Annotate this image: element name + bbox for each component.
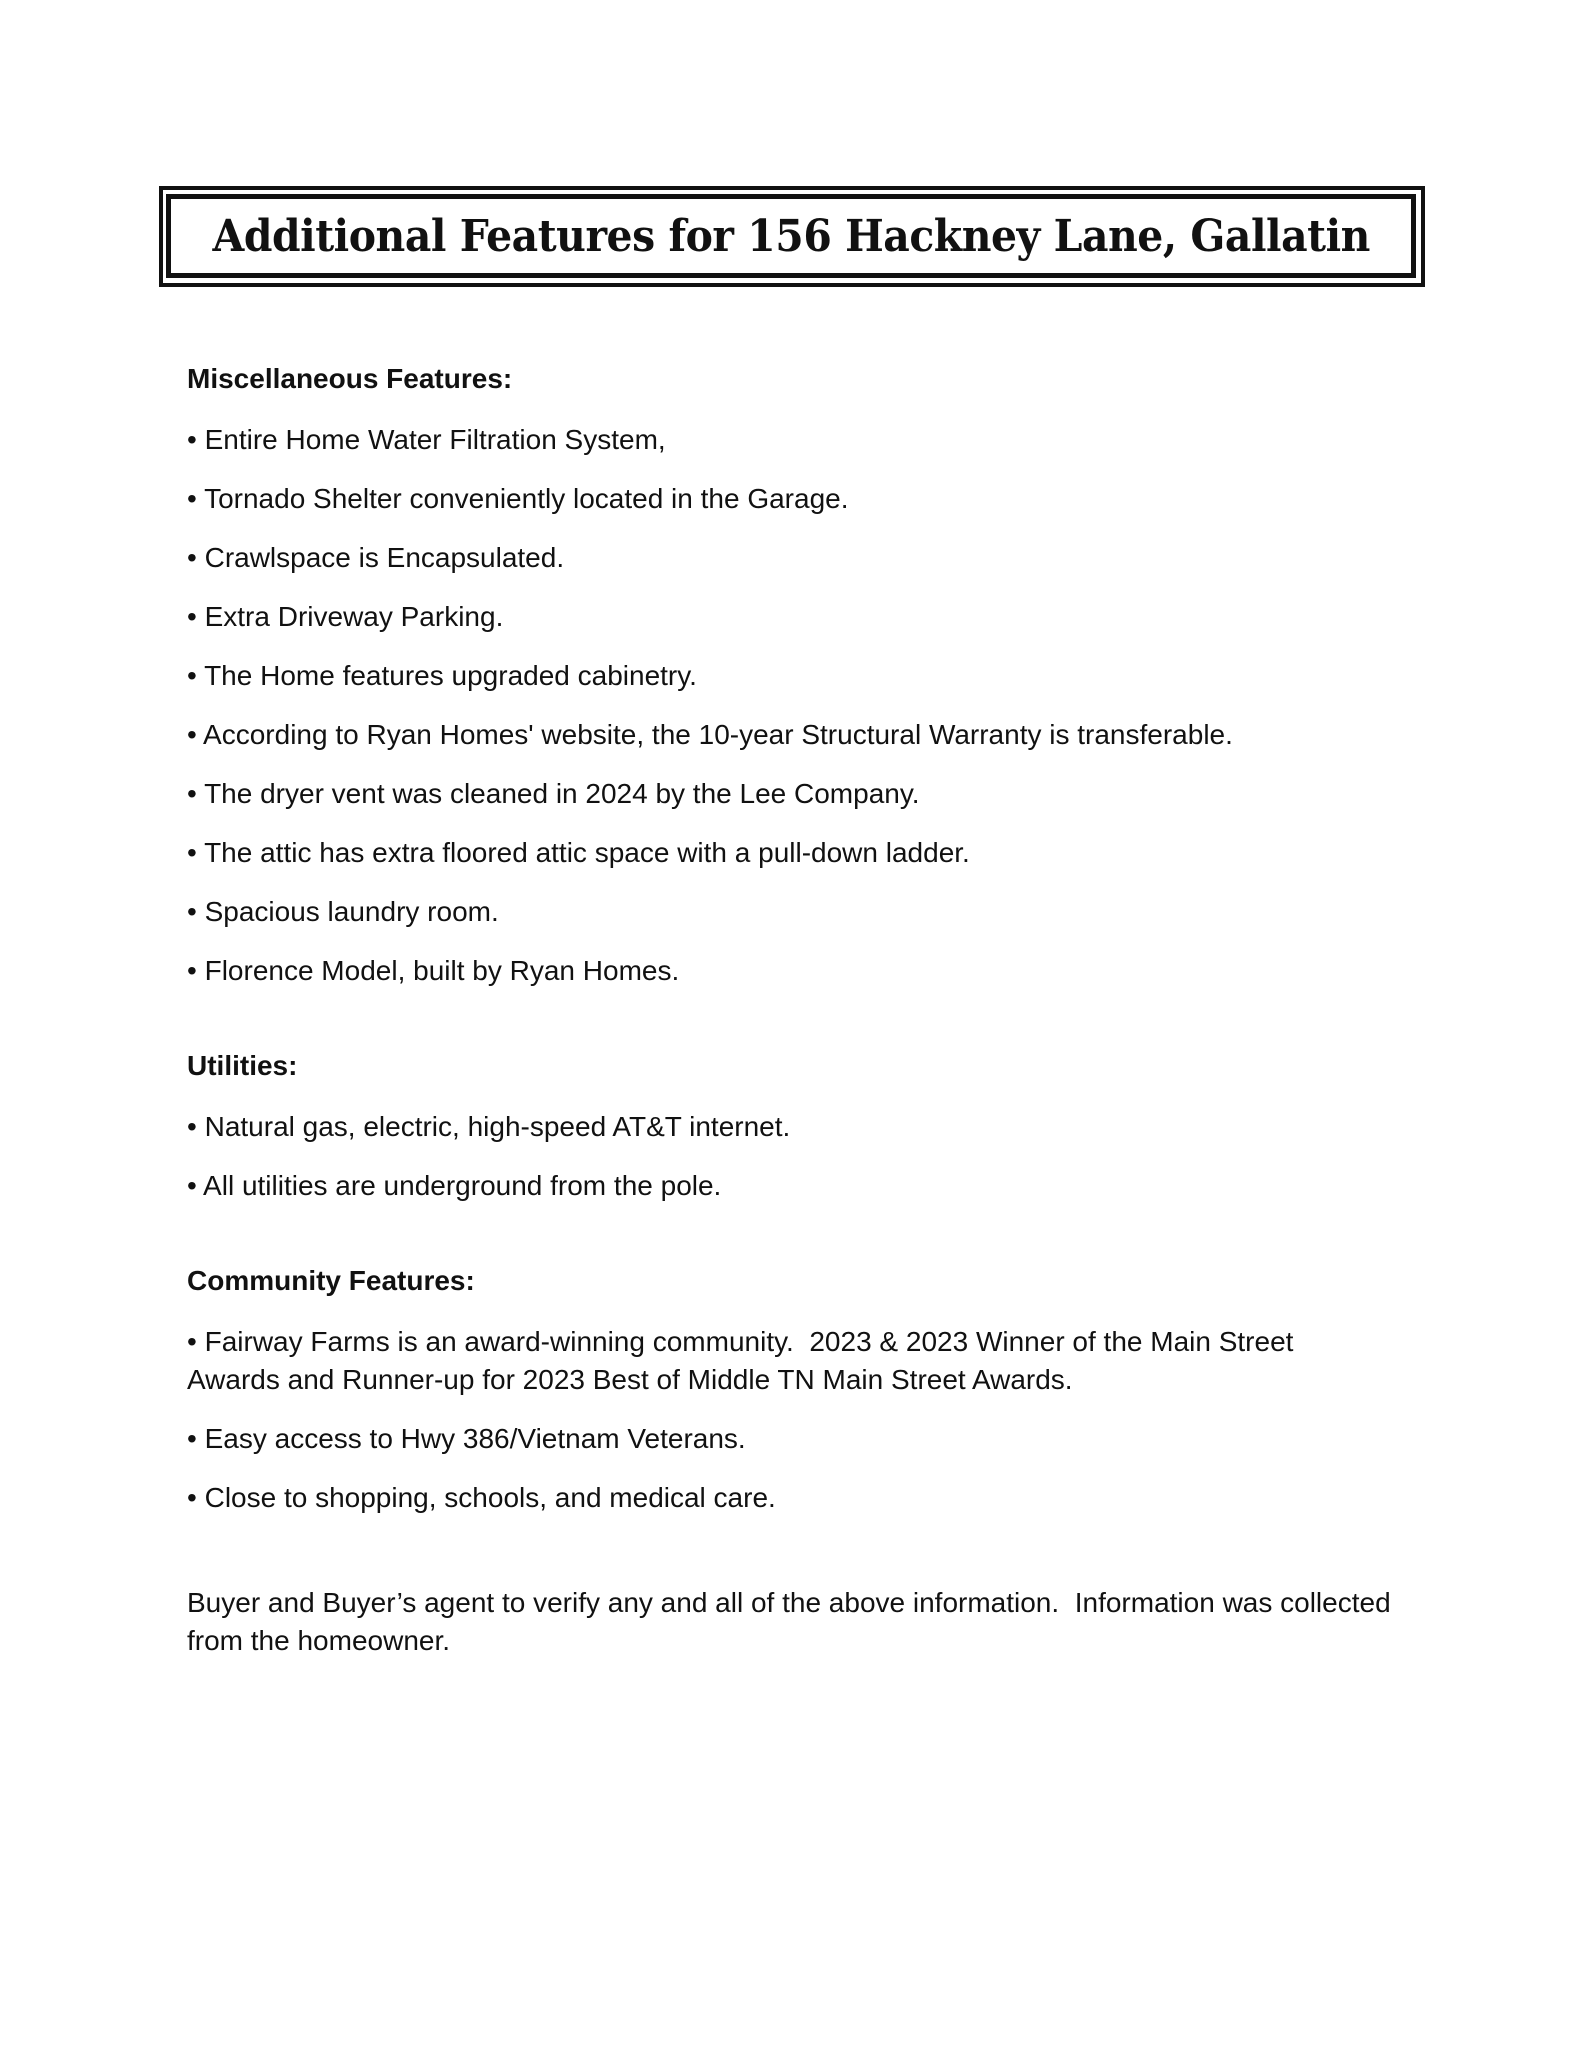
section-heading: Utilities: (187, 1050, 298, 1081)
section-utilities (187, 1049, 1417, 1205)
list-item-text: Natural gas, electric, high-speed AT&T internet. (204, 1111, 791, 1142)
list-item (187, 893, 1417, 931)
list-item (187, 539, 1417, 577)
section-community-features (187, 1264, 1417, 1517)
bullet-icon: • (187, 1111, 205, 1142)
bullet-icon: • (187, 424, 205, 455)
list-item (187, 1420, 1417, 1458)
list-item-text: Extra Driveway Parking. (204, 601, 504, 632)
list-item-text: Entire Home Water Filtration System, (204, 424, 666, 455)
title-frame (166, 194, 1416, 278)
bullet-icon: • (187, 719, 204, 750)
list-item-text: Close to shopping, schools, and medical care. (204, 1482, 776, 1513)
list-item (187, 1167, 1417, 1205)
list-item-text: Fairway Farms is an award-winning community. 2023 & 2023 Winner of the Main Street Awards and Runner-up for 2023 Best of Middle TN Main Street Awards. (187, 1326, 1300, 1395)
bullet-icon: • (187, 1482, 205, 1513)
list-item (187, 1479, 1417, 1517)
community-list (187, 1323, 1417, 1517)
list-item (187, 480, 1417, 518)
document-body (187, 362, 1417, 1688)
list-item (187, 598, 1417, 636)
page-title: Additional Features for 156 Hackney Lane, Gallatin (212, 211, 1370, 262)
bullet-icon: • (187, 660, 205, 691)
section-heading: Community Features: (187, 1265, 475, 1296)
bullet-icon: • (187, 955, 205, 986)
bullet-icon: • (187, 896, 205, 927)
list-item-text: Easy access to Hwy 386/Vietnam Veterans. (204, 1423, 746, 1454)
list-item (187, 952, 1417, 990)
list-item (187, 834, 1417, 872)
list-item-text: Tornado Shelter conveniently located in the Garage. (204, 483, 849, 514)
list-item (187, 421, 1417, 459)
list-item (187, 657, 1417, 695)
bullet-icon: • (187, 542, 205, 573)
bullet-icon: • (187, 1170, 204, 1201)
list-item-text: The Home features upgraded cabinetry. (204, 660, 697, 691)
list-item-text: The attic has extra floored attic space with a pull-down ladder. (204, 837, 970, 868)
list-item-text: Spacious laundry room. (204, 896, 499, 927)
bullet-icon: • (187, 1326, 205, 1357)
list-item (187, 1323, 1367, 1399)
list-item-text: The dryer vent was cleaned in 2024 by the Lee Company. (204, 778, 920, 809)
utilities-list (187, 1108, 1417, 1205)
bullet-icon: • (187, 483, 205, 514)
list-item-text: All utilities are underground from the pole. (203, 1170, 722, 1201)
feature-list (187, 421, 1417, 990)
list-item (187, 775, 1417, 813)
list-item (187, 716, 1417, 754)
bullet-icon: • (187, 601, 205, 632)
list-item (187, 1108, 1417, 1146)
bullet-icon: • (187, 837, 205, 868)
list-item-text: Crawlspace is Encapsulated. (204, 542, 565, 573)
section-heading: Miscellaneous Features: (187, 363, 513, 394)
disclaimer-text: Buyer and Buyer’s agent to verify any and all of the above information. Information was collected from the homeowner. (187, 1587, 1399, 1656)
list-item-text: Florence Model, built by Ryan Homes. (204, 955, 680, 986)
list-item-text: According to Ryan Homes' website, the 10-year Structural Warranty is transferable. (203, 719, 1233, 750)
section-miscellaneous-features (187, 362, 1417, 990)
bullet-icon: • (187, 778, 205, 809)
bullet-icon: • (187, 1423, 205, 1454)
